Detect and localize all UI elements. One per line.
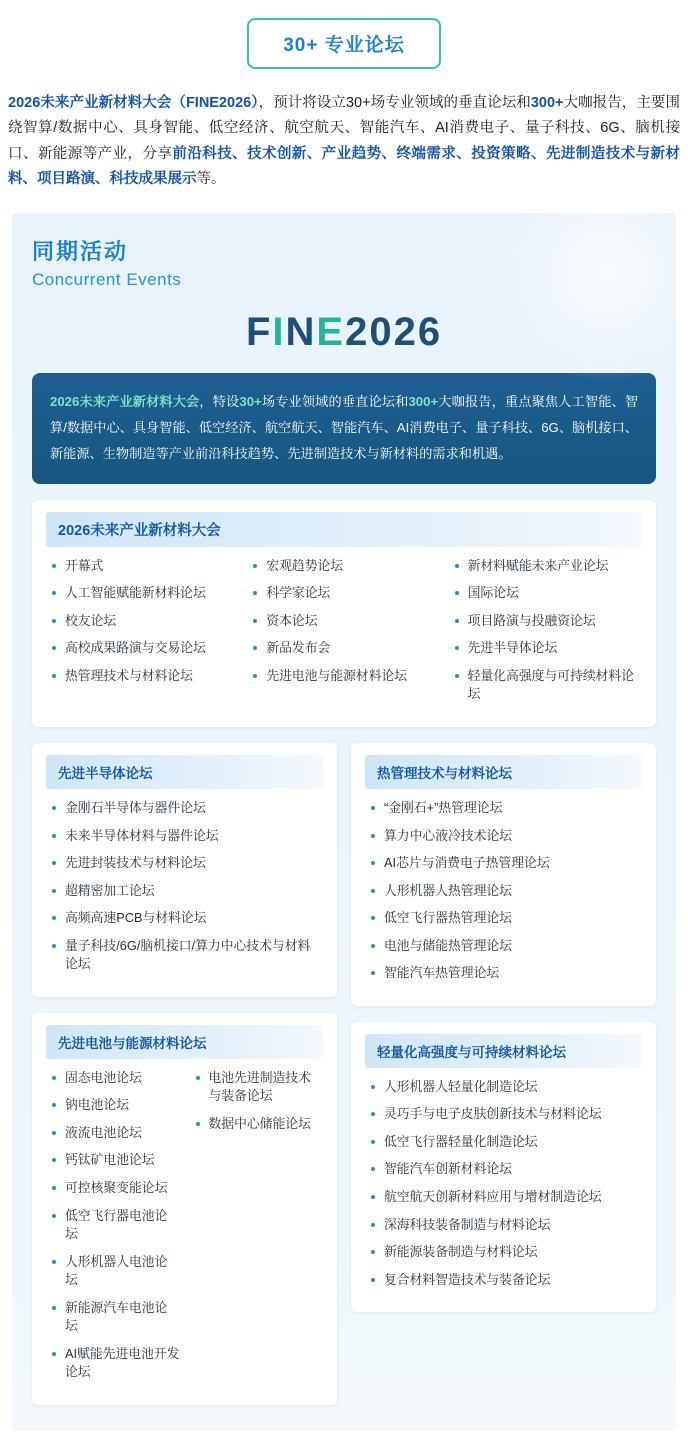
- intro-paragraph: [8, 91, 680, 193]
- list-item[interactable]: 数据中心储能论坛: [196, 1115, 324, 1134]
- blurb-conference-name: 2026未来产业新材料大会: [50, 393, 200, 409]
- list-item[interactable]: 人形机器人热管理论坛: [371, 882, 642, 901]
- main-conference-columns: [46, 557, 642, 713]
- section-card-lightweight: [351, 1022, 656, 1312]
- intro-report-count: 300+: [530, 95, 564, 111]
- section-title-thermal: 热管理技术与材料论坛: [365, 755, 642, 789]
- main-conference-column-1: [46, 557, 239, 713]
- list-item[interactable]: 深海科技装备制造与材料论坛: [371, 1216, 642, 1235]
- battery-forum-column-2: [190, 1069, 324, 1391]
- fine-2026-logo: [32, 310, 656, 355]
- list-item[interactable]: 液流电池论坛: [52, 1124, 180, 1143]
- battery-forum-columns: [46, 1069, 323, 1391]
- list-item[interactable]: 固态电池论坛: [52, 1069, 180, 1088]
- list-item[interactable]: 科学家论坛: [253, 584, 440, 603]
- list-item[interactable]: 人形机器人电池论坛: [52, 1253, 180, 1290]
- list-item[interactable]: 高频高速PCB与材料论坛: [52, 909, 323, 928]
- list-item[interactable]: AI赋能先进电池开发论坛: [52, 1345, 180, 1382]
- list-item[interactable]: 超精密加工论坛: [52, 882, 323, 901]
- list-item[interactable]: 算力中心液冷技术论坛: [371, 827, 642, 846]
- list-item[interactable]: 低空飞行器电池论坛: [52, 1207, 180, 1244]
- panel-description: [32, 373, 656, 484]
- blurb-report-count: 300+: [408, 393, 439, 409]
- logo-letter-f: F: [245, 309, 273, 354]
- right-pane: [351, 727, 656, 1312]
- logo-letter-i: I: [272, 309, 286, 354]
- section-card-battery: [32, 1013, 337, 1405]
- list-item[interactable]: 电池先进制造技术与装备论坛: [196, 1069, 324, 1106]
- list-item[interactable]: 金刚石半导体与器件论坛: [52, 799, 323, 818]
- section-title-lightweight: 轻量化高强度与可持续材料论坛: [365, 1034, 642, 1068]
- panel-title-cn: 同期活动: [32, 238, 129, 264]
- battery-forum-column-1: [46, 1069, 180, 1391]
- lightweight-forum-list: [365, 1078, 642, 1289]
- list-item[interactable]: 钠电池论坛: [52, 1096, 180, 1115]
- list-item[interactable]: 资本论坛: [253, 612, 440, 631]
- list-item[interactable]: 灵巧手与电子皮肤创新技术与材料论坛: [371, 1105, 642, 1124]
- list-item[interactable]: 电池与储能热管理论坛: [371, 937, 642, 956]
- list-item[interactable]: 复合材料智造技术与装备论坛: [371, 1271, 642, 1290]
- concurrent-events-panel: [12, 213, 676, 1431]
- intro-topics: 前沿科技、技术创新、产业趋势、终端需求、投资策略、先进制造技术与新材料、项目路演、科技成果展示: [8, 145, 680, 188]
- logo-letter-e: E: [316, 309, 346, 354]
- section-title-battery: 先进电池与能源材料论坛: [46, 1025, 323, 1059]
- intro-text-3: 等。: [196, 171, 226, 188]
- section-card-thermal: [351, 743, 656, 1006]
- blurb-text-3: 大咖报告，重点聚焦人工智能、智算/数据中心、具身智能、低空经济、航空航天、智能汽车、AI消费电子、量子科技、6G、脑机接口、新能源、生物制造等产业前沿科技趋势、先进制造技术与新材料的需求和机遇。: [50, 393, 639, 462]
- forum-two-pane: [32, 727, 656, 1405]
- list-item[interactable]: 先进封装技术与材料论坛: [52, 854, 323, 873]
- list-item[interactable]: 智能汽车热管理论坛: [371, 964, 642, 983]
- list-item[interactable]: 新能源装备制造与材料论坛: [371, 1243, 642, 1262]
- section-title-semiconductor: 先进半导体论坛: [46, 755, 323, 789]
- main-conference-column-3: [449, 557, 642, 713]
- list-item[interactable]: 人工智能赋能新材料论坛: [52, 584, 239, 603]
- list-item[interactable]: “金刚石+”热管理论坛: [371, 799, 642, 818]
- list-item[interactable]: 热管理技术与材料论坛: [52, 667, 239, 686]
- list-item[interactable]: 低空飞行器热管理论坛: [371, 909, 642, 928]
- list-item[interactable]: 国际论坛: [455, 584, 642, 603]
- list-item[interactable]: 项目路演与投融资论坛: [455, 612, 642, 631]
- list-item[interactable]: 校友论坛: [52, 612, 239, 631]
- list-item[interactable]: 量子科技/6G/脑机接口/算力中心技术与材料论坛: [52, 937, 323, 974]
- list-item[interactable]: 新材料赋能未来产业论坛: [455, 557, 642, 576]
- list-item[interactable]: AI芯片与消费电子热管理论坛: [371, 854, 642, 873]
- list-item[interactable]: 可控核聚变能论坛: [52, 1179, 180, 1198]
- intro-text-1: ，预计将设立30+场专业领域的垂直论坛和: [258, 95, 531, 111]
- list-item[interactable]: 先进半导体论坛: [455, 639, 642, 658]
- list-item[interactable]: 新品发布会: [253, 639, 440, 658]
- section-title-main-conference: 2026未来产业新材料大会: [46, 512, 642, 547]
- badge-container: [0, 0, 688, 69]
- list-item[interactable]: 先进电池与能源材料论坛: [253, 667, 440, 686]
- left-pane: [32, 727, 337, 1405]
- blurb-text-1: ，特设: [199, 393, 240, 409]
- panel-title-en: Concurrent Events: [32, 269, 182, 289]
- logo-letter-n: N: [285, 309, 317, 354]
- list-item[interactable]: 钙钛矿电池论坛: [52, 1151, 180, 1170]
- semiconductor-forum-list: [46, 799, 323, 974]
- section-card-semiconductor: [32, 743, 337, 997]
- list-item[interactable]: 未来半导体材料与器件论坛: [52, 827, 323, 846]
- list-item[interactable]: 高校成果路演与交易论坛: [52, 639, 239, 658]
- list-item[interactable]: 航空航天创新材料应用与增材制造论坛: [371, 1188, 642, 1207]
- blurb-forum-count: 30+: [239, 393, 262, 409]
- list-item[interactable]: 低空飞行器轻量化制造论坛: [371, 1133, 642, 1152]
- intro-text-2: 大咖报告，主要围绕智算/数据中心、具身智能、低空经济、航空航天、智能汽车、AI消费电子、量子科技、6G、脑机接口、新能源等产业，分享: [8, 95, 680, 162]
- thermal-forum-list: [365, 799, 642, 983]
- list-item[interactable]: 人形机器人轻量化制造论坛: [371, 1078, 642, 1097]
- intro-conference-name: 2026未来产业新材料大会（FINE2026）: [8, 95, 259, 111]
- list-item[interactable]: 智能汽车创新材料论坛: [371, 1160, 642, 1179]
- list-item[interactable]: 宏观趋势论坛: [253, 557, 440, 576]
- blurb-text-2: 场专业领域的垂直论坛和: [261, 393, 409, 409]
- section-card-main-conference: [32, 500, 656, 727]
- forum-count-badge: 30+ 专业论坛: [247, 18, 441, 69]
- list-item[interactable]: 开幕式: [52, 557, 239, 576]
- logo-year: 2026: [345, 309, 443, 354]
- list-item[interactable]: 轻量化高强度与可持续材料论坛: [455, 667, 642, 704]
- main-conference-column-2: [247, 557, 440, 713]
- list-item[interactable]: 新能源汽车电池论坛: [52, 1299, 180, 1336]
